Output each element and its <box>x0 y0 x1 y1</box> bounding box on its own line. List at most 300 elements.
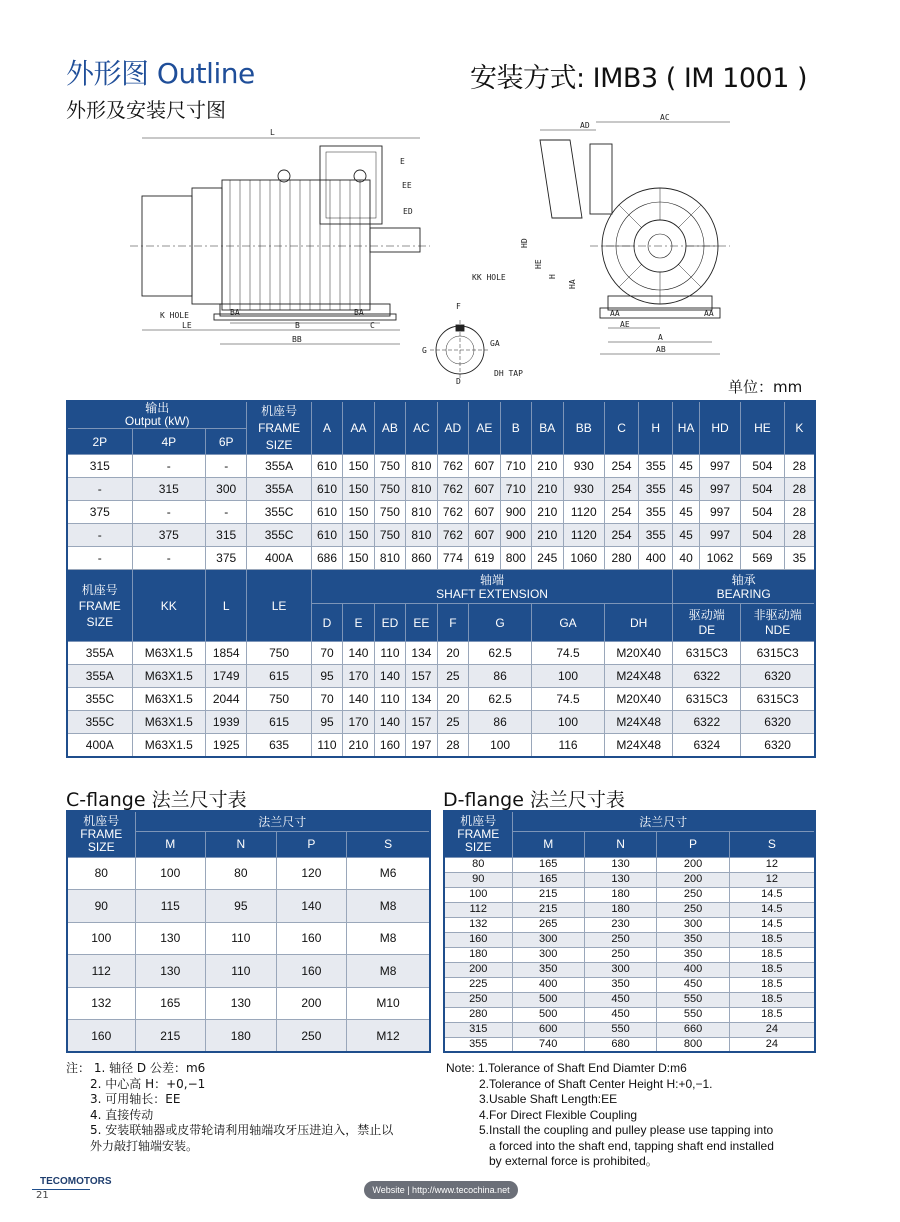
notes-chinese <box>66 1061 393 1154</box>
table-cell: 635 <box>247 734 311 757</box>
table-cell: 140 <box>374 711 405 734</box>
table-cell: 180 <box>444 947 512 962</box>
table-cell: 210 <box>532 478 563 501</box>
table-cell: 355A <box>67 642 132 665</box>
table-cell: 12 <box>729 872 815 887</box>
table-cell: 200 <box>276 987 347 1020</box>
dim-c: C <box>370 321 375 330</box>
table-cell: 550 <box>657 1007 729 1022</box>
dim-l: L <box>270 128 275 137</box>
table-cell: 355C <box>247 501 311 524</box>
table-cell: 112 <box>444 902 512 917</box>
shaft-col-ed: ED <box>374 604 405 642</box>
table-cell: 200 <box>444 962 512 977</box>
table-cell: 120 <box>276 857 347 890</box>
table-cell: 86 <box>469 665 532 688</box>
table-cell: 355A <box>247 455 311 478</box>
table-cell: 810 <box>406 455 437 478</box>
dim-hd: HD <box>520 238 529 248</box>
frame-header: 机座号 FRAME SIZE <box>247 401 311 455</box>
dim-h: H <box>548 274 557 279</box>
table-cell: 150 <box>343 524 374 547</box>
table-cell: 90 <box>67 890 135 923</box>
table-cell: 1060 <box>563 547 604 570</box>
table-cell: 210 <box>532 501 563 524</box>
table-cell: 18.5 <box>729 992 815 1007</box>
side-view <box>130 128 430 344</box>
table-cell: 550 <box>657 992 729 1007</box>
table-cell: 315 <box>205 524 246 547</box>
dim-ab: AB <box>656 345 666 354</box>
table-cell: M24X48 <box>604 665 672 688</box>
table-cell: 160 <box>444 932 512 947</box>
table-cell: 28 <box>784 501 815 524</box>
table-cell: 230 <box>584 917 656 932</box>
page-subtitle: 外形及安装尺寸图 <box>66 98 226 122</box>
table-cell: M63X1.5 <box>132 665 205 688</box>
table-cell: 680 <box>584 1037 656 1052</box>
col-header-c: C <box>604 401 638 455</box>
shaft-col-ee: EE <box>406 604 437 642</box>
table-cell: 375 <box>132 524 205 547</box>
page-title: 外形图 Outline <box>66 57 255 90</box>
table-cell: 1925 <box>205 734 246 757</box>
table-cell: 95 <box>311 665 342 688</box>
table-cell: 1749 <box>205 665 246 688</box>
table-cell: 112 <box>67 955 135 988</box>
table-cell: 1120 <box>563 524 604 547</box>
table-cell: 930 <box>563 478 604 501</box>
note-en-1: Note: 1.Tolerance of Shaft End Diamter D:m6 <box>446 1061 687 1075</box>
brand-logo: TECOMOTORS <box>40 1176 112 1187</box>
table-cell: 810 <box>406 501 437 524</box>
table-cell: 6320 <box>741 734 815 757</box>
c-col-p: P <box>276 831 347 857</box>
table-row <box>67 524 815 547</box>
table-row <box>444 932 815 947</box>
notes-english <box>446 1061 774 1170</box>
table-row <box>67 890 430 923</box>
table-cell: 210 <box>532 455 563 478</box>
table-cell: 140 <box>343 642 374 665</box>
table-cell: 25 <box>437 665 468 688</box>
d-flange-table <box>443 810 816 1053</box>
table-cell: 6322 <box>673 665 741 688</box>
table-row <box>444 977 815 992</box>
dimension-table <box>66 400 816 758</box>
table-cell: 710 <box>500 478 531 501</box>
table-cell: 24 <box>729 1022 815 1037</box>
dim-ha: HA <box>568 279 577 289</box>
note-en-4: 4.For Direct Flexible Coupling <box>479 1107 638 1122</box>
table-cell: M10 <box>347 987 430 1020</box>
table-cell: 14.5 <box>729 902 815 917</box>
dim-ba-right: BA <box>354 308 364 317</box>
table-cell: 355A <box>67 665 132 688</box>
table-cell: 20 <box>437 642 468 665</box>
table-cell: 130 <box>584 872 656 887</box>
table-cell: 2044 <box>205 688 246 711</box>
dim-g: G <box>422 346 427 355</box>
d-col-s: S <box>729 831 815 857</box>
table-cell: 95 <box>311 711 342 734</box>
note-en-2: 2.Tolerance of Shaft Center Height H:+0,−1. <box>479 1076 713 1091</box>
table-cell: 350 <box>657 947 729 962</box>
table-cell: 28 <box>784 524 815 547</box>
table-cell: 800 <box>500 547 531 570</box>
table-row <box>444 947 815 962</box>
table-cell: - <box>205 501 246 524</box>
c-flange-table <box>66 810 431 1053</box>
dim-ad: AD <box>580 121 590 130</box>
table-cell: 450 <box>584 992 656 1007</box>
table-cell: 254 <box>604 501 638 524</box>
bearing-nde-header: 非驱动端 NDE <box>741 604 815 642</box>
table-cell: 355C <box>247 524 311 547</box>
table-cell: 900 <box>500 524 531 547</box>
table-cell: 280 <box>604 547 638 570</box>
table-cell: 70 <box>311 642 342 665</box>
d-col-p: P <box>657 831 729 857</box>
table-cell: 615 <box>247 665 311 688</box>
table-cell: 180 <box>206 1020 277 1053</box>
table-cell: 20 <box>437 688 468 711</box>
table-cell: 762 <box>437 478 468 501</box>
dim-le: LE <box>182 321 192 330</box>
table-cell: 762 <box>437 524 468 547</box>
table-cell: 355 <box>444 1037 512 1052</box>
table-cell: 300 <box>205 478 246 501</box>
dim-a: A <box>658 333 663 342</box>
table-cell: 150 <box>343 455 374 478</box>
table-cell: M63X1.5 <box>132 642 205 665</box>
table-row <box>67 857 430 890</box>
table-cell: 686 <box>311 547 342 570</box>
table-cell: - <box>67 478 132 501</box>
table-cell: 997 <box>699 501 740 524</box>
table-cell: 18.5 <box>729 932 815 947</box>
table-cell: 450 <box>584 1007 656 1022</box>
table-cell: 80 <box>67 857 135 890</box>
table-cell: 160 <box>276 955 347 988</box>
table-row <box>444 872 815 887</box>
table-cell: 95 <box>206 890 277 923</box>
table-cell: 254 <box>604 524 638 547</box>
note-cn-4: 4. 直接传动 <box>90 1107 154 1122</box>
table-cell: 355 <box>639 455 673 478</box>
table-cell: 500 <box>512 992 584 1007</box>
col-header-a: A <box>311 401 342 455</box>
table-cell: 28 <box>784 455 815 478</box>
pole-header-2p: 2P <box>67 429 132 455</box>
table-cell: 810 <box>406 524 437 547</box>
table-cell: 660 <box>657 1022 729 1037</box>
table-cell: 607 <box>469 524 500 547</box>
table-cell: 150 <box>343 478 374 501</box>
table-row <box>67 642 815 665</box>
table-cell: M12 <box>347 1020 430 1053</box>
mounting-title: 安装方式: IMB3 ( IM 1001 ) <box>470 63 808 94</box>
table-cell: 86 <box>469 711 532 734</box>
note-en-3: 3.Usable Shaft Length:EE <box>479 1092 618 1106</box>
table-cell: 110 <box>311 734 342 757</box>
table-row <box>67 688 815 711</box>
table-cell: 134 <box>406 688 437 711</box>
dim-bb: BB <box>292 335 302 344</box>
table-cell: 750 <box>374 524 405 547</box>
col-header-ha: HA <box>673 401 699 455</box>
table-cell: 6315C3 <box>741 688 815 711</box>
dim-aa-right: AA <box>704 309 714 318</box>
table-row <box>444 962 815 977</box>
table-cell: 12 <box>729 857 815 872</box>
table-cell: 750 <box>374 501 405 524</box>
table-cell: 250 <box>657 902 729 917</box>
table-cell: 355 <box>639 478 673 501</box>
table-row <box>67 665 815 688</box>
table-cell: 200 <box>657 857 729 872</box>
table-cell: 170 <box>343 665 374 688</box>
table-cell: 355A <box>247 478 311 501</box>
table-cell: 1120 <box>563 501 604 524</box>
table-cell: 350 <box>584 977 656 992</box>
dim-ee: EE <box>402 181 412 190</box>
table-cell: 100 <box>532 665 605 688</box>
col-header-b: B <box>500 401 531 455</box>
table-cell: 355 <box>639 501 673 524</box>
table-cell: 350 <box>657 932 729 947</box>
c-group-header: 法兰尺寸 <box>135 811 430 831</box>
table-row <box>444 887 815 902</box>
table-row <box>67 547 815 570</box>
table-cell: - <box>132 547 205 570</box>
dim-f: F <box>456 302 461 311</box>
table-cell: 1854 <box>205 642 246 665</box>
c-flange-title: C-flange 法兰尺寸表 <box>66 789 247 811</box>
table-cell: 74.5 <box>532 642 605 665</box>
table-cell: 134 <box>406 642 437 665</box>
table-cell: 80 <box>444 857 512 872</box>
table-cell: 225 <box>444 977 512 992</box>
table-cell: 1939 <box>205 711 246 734</box>
table-cell: 355C <box>67 688 132 711</box>
table-cell: 810 <box>374 547 405 570</box>
table-cell: 62.5 <box>469 688 532 711</box>
table-row <box>67 501 815 524</box>
table-cell: 615 <box>247 711 311 734</box>
kk-header: KK <box>132 570 205 642</box>
table-cell: 400A <box>67 734 132 757</box>
table-cell: 762 <box>437 455 468 478</box>
table-row <box>67 478 815 501</box>
table-cell: 504 <box>741 524 784 547</box>
end-view <box>472 113 730 354</box>
table-cell: 254 <box>604 478 638 501</box>
table-row <box>444 1022 815 1037</box>
table-cell: 1062 <box>699 547 740 570</box>
table-cell: 116 <box>532 734 605 757</box>
col-header-k: K <box>784 401 815 455</box>
shaft-header: 轴端 SHAFT EXTENSION <box>311 570 673 604</box>
table-cell: 300 <box>657 917 729 932</box>
table-cell: 160 <box>374 734 405 757</box>
table-cell: 18.5 <box>729 947 815 962</box>
table-cell: 860 <box>406 547 437 570</box>
table-cell: 24 <box>729 1037 815 1052</box>
note-cn-6: 外力敲打轴端安装。 <box>90 1138 199 1153</box>
pole-header-6p: 6P <box>205 429 246 455</box>
table-cell: M8 <box>347 922 430 955</box>
table-cell: 265 <box>512 917 584 932</box>
table-cell: 80 <box>206 857 277 890</box>
note-cn-2: 2. 中心高 H：+0,−1 <box>90 1076 206 1091</box>
table-cell: 400 <box>512 977 584 992</box>
table-cell: 750 <box>374 478 405 501</box>
table-cell: 355 <box>639 524 673 547</box>
table-cell: 610 <box>311 455 342 478</box>
table-row <box>444 917 815 932</box>
table-row <box>444 857 815 872</box>
c-col-s: S <box>347 831 430 857</box>
table-cell: 130 <box>206 987 277 1020</box>
table-row <box>67 734 815 757</box>
table-cell: 400 <box>639 547 673 570</box>
table-cell: 157 <box>406 665 437 688</box>
table-cell: 569 <box>741 547 784 570</box>
table-cell: 400 <box>657 962 729 977</box>
note-cn-1: 注： 1. 轴径 D 公差：m6 <box>66 1061 206 1075</box>
shaft-col-d: D <box>311 604 342 642</box>
table-row <box>67 455 815 478</box>
table-cell: 165 <box>135 987 206 1020</box>
website-link[interactable]: Website | http://www.tecochina.net <box>364 1181 518 1199</box>
table-cell: 200 <box>657 872 729 887</box>
table-cell: 132 <box>67 987 135 1020</box>
table-cell: 110 <box>206 955 277 988</box>
table-cell: 619 <box>469 547 500 570</box>
table-cell: 810 <box>406 478 437 501</box>
table-cell: 140 <box>276 890 347 923</box>
table-cell: 607 <box>469 478 500 501</box>
table-cell: M8 <box>347 890 430 923</box>
table-cell: 350 <box>512 962 584 977</box>
shaft-col-f: F <box>437 604 468 642</box>
table-cell: 62.5 <box>469 642 532 665</box>
table-cell: 18.5 <box>729 1007 815 1022</box>
shaft-col-ga: GA <box>532 604 605 642</box>
table-cell: 550 <box>584 1022 656 1037</box>
table-cell: 250 <box>584 932 656 947</box>
table-cell: 157 <box>406 711 437 734</box>
table-cell: 6322 <box>673 711 741 734</box>
table-row <box>444 902 815 917</box>
table-cell: 180 <box>584 887 656 902</box>
table-cell: 18.5 <box>729 977 815 992</box>
col-header-h: H <box>639 401 673 455</box>
table-cell: 375 <box>67 501 132 524</box>
table-cell: 132 <box>444 917 512 932</box>
table-cell: - <box>132 501 205 524</box>
table-cell: 100 <box>469 734 532 757</box>
d-flange-title: D-flange 法兰尺寸表 <box>443 789 625 811</box>
table-cell: 130 <box>135 922 206 955</box>
table-cell: 375 <box>205 547 246 570</box>
dim-dh-tap: DH TAP <box>494 369 523 378</box>
col-header-bb: BB <box>563 401 604 455</box>
table-cell: M8 <box>347 955 430 988</box>
table-cell: 504 <box>741 478 784 501</box>
table-cell: 6324 <box>673 734 741 757</box>
dim-ga: GA <box>490 339 500 348</box>
frame-header-2: 机座号 FRAME SIZE <box>67 570 132 642</box>
table-cell: 140 <box>374 665 405 688</box>
table-cell: 160 <box>276 922 347 955</box>
table-cell: 25 <box>437 711 468 734</box>
table-cell: 762 <box>437 501 468 524</box>
table-cell: M63X1.5 <box>132 688 205 711</box>
table-cell: 40 <box>673 547 699 570</box>
table-cell: M20X40 <box>604 688 672 711</box>
table-cell: 740 <box>512 1037 584 1052</box>
shaft-col-g: G <box>469 604 532 642</box>
table-cell: 750 <box>247 688 311 711</box>
table-cell: 600 <box>512 1022 584 1037</box>
output-header: 输出 Output (kW) <box>67 401 247 429</box>
bearing-de-header: 驱动端 DE <box>673 604 741 642</box>
col-header-aa: AA <box>343 401 374 455</box>
table-cell: 100 <box>67 922 135 955</box>
table-cell: 197 <box>406 734 437 757</box>
table-cell: 150 <box>343 547 374 570</box>
table-cell: 315 <box>67 455 132 478</box>
table-cell: 250 <box>444 992 512 1007</box>
table-cell: 450 <box>657 977 729 992</box>
shaft-col-dh: DH <box>604 604 672 642</box>
table-row <box>67 922 430 955</box>
table-cell: 300 <box>512 947 584 962</box>
table-cell: 774 <box>437 547 468 570</box>
page-number: 21 <box>36 1190 49 1201</box>
table-row <box>67 711 815 734</box>
table-cell: 610 <box>311 501 342 524</box>
note-en-5: 5.Install the coupling and pulley please use tapping into <box>479 1123 774 1137</box>
table-cell: - <box>67 547 132 570</box>
table-cell: 170 <box>343 711 374 734</box>
table-cell: 100 <box>532 711 605 734</box>
le-header: LE <box>247 570 311 642</box>
table-row <box>444 1037 815 1052</box>
table-cell: 28 <box>437 734 468 757</box>
note-cn-3: 3. 可用轴长：EE <box>90 1092 181 1106</box>
table-cell: 280 <box>444 1007 512 1022</box>
table-cell: 6315C3 <box>673 688 741 711</box>
table-cell: 150 <box>343 501 374 524</box>
table-cell: 14.5 <box>729 887 815 902</box>
table-cell: 74.5 <box>532 688 605 711</box>
table-cell: 110 <box>206 922 277 955</box>
table-cell: 215 <box>135 1020 206 1053</box>
table-cell: 750 <box>374 455 405 478</box>
table-cell: 250 <box>584 947 656 962</box>
table-cell: 500 <box>512 1007 584 1022</box>
table-cell: 400A <box>247 547 311 570</box>
table-cell: 504 <box>741 501 784 524</box>
table-cell: 800 <box>657 1037 729 1052</box>
table-cell: - <box>67 524 132 547</box>
col-header-ab: AB <box>374 401 405 455</box>
table-cell: 315 <box>132 478 205 501</box>
c-col-n: N <box>206 831 277 857</box>
